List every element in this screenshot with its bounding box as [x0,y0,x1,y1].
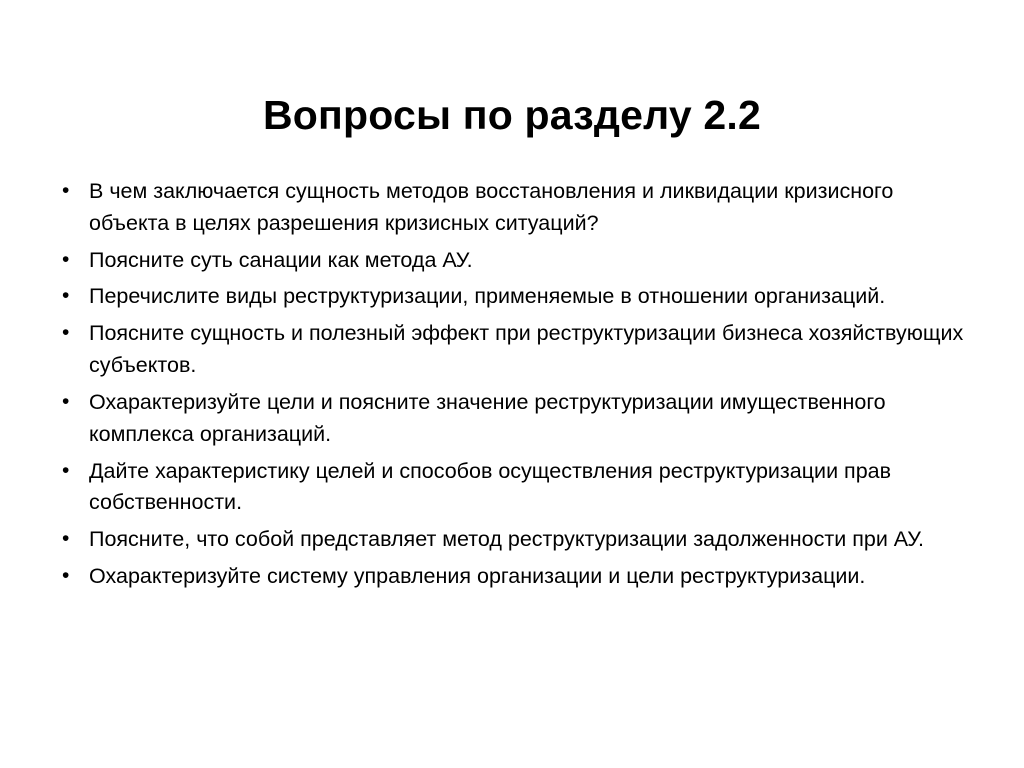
list-item: • Охарактеризуйте систему управления организации и цели реструктуризации. [54,561,979,593]
list-item: • В чем заключается сущность методов восстановления и ликвидации кризисного объекта в целях разрешения кризисных ситуаций? [54,176,979,240]
list-item: • Дайте характеристику целей и способов осуществления реструктуризации прав собственности. [54,456,979,520]
list-item: • Поясните, что собой представляет метод реструктуризации задолженности при АУ. [54,524,979,556]
page-title: Вопросы по разделу 2.2 [262,92,762,139]
slide-body [54,176,979,598]
list-item: • Поясните суть санации как метода АУ. [54,245,979,277]
bullet-list [54,176,979,593]
list-item: • Поясните сущность и полезный эффект при реструктуризации бизнеса хозяйствующих субъектов. [54,318,979,382]
list-item: • Перечислите виды реструктуризации, применяемые в отношении организаций. [54,281,979,313]
list-item: • Охарактеризуйте цели и поясните значение реструктуризации имущественного комплекса организаций. [54,387,979,451]
